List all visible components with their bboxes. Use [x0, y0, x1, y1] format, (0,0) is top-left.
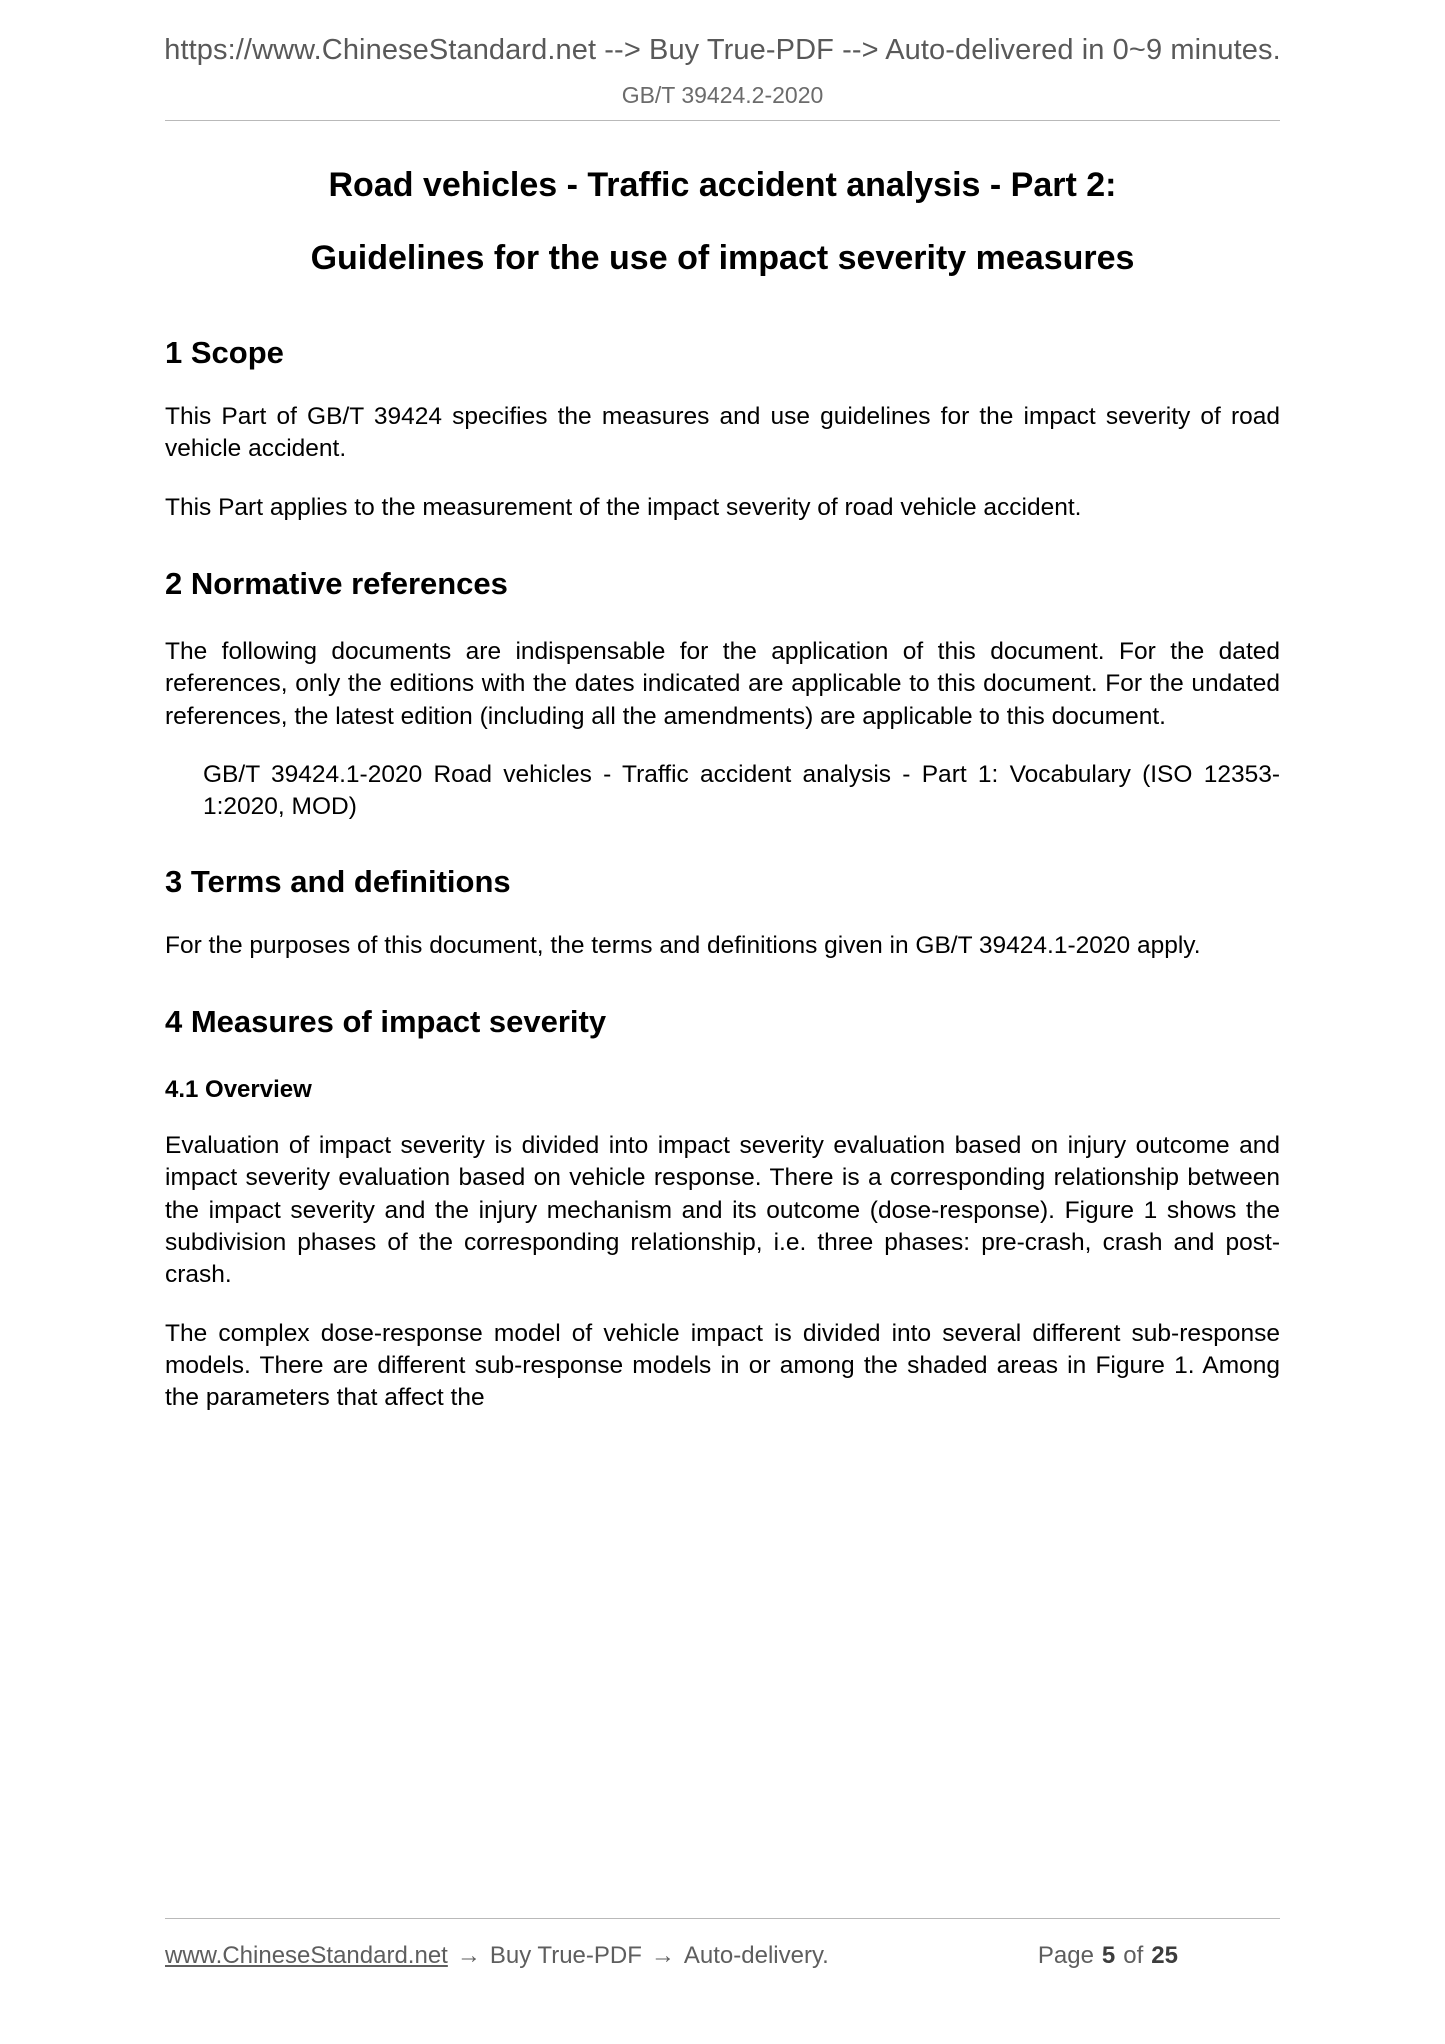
arrow-right-icon: →	[456, 1942, 481, 1969]
normative-reference-entry: GB/T 39424.1-2020 Road vehicles - Traffic accident analysis - Part 1: Vocabulary (ISO 12353-1:2020, MOD)	[203, 760, 1280, 821]
document-title-line-2: Guidelines for the use of impact severity measures	[310, 239, 1135, 277]
scope-paragraph-2: This Part applies to the measurement of the impact severity of road vehicle accident.	[165, 493, 1082, 521]
arrow-right-icon-2: →	[650, 1942, 675, 1969]
footer-website-link[interactable]: www.ChineseStandard.net	[165, 1942, 448, 1969]
heading-normative-references: 2 Normative references	[165, 565, 508, 601]
document-title-line-1: Road vehicles - Traffic accident analysis - Part 2:	[328, 166, 1117, 204]
footer-promo	[165, 1942, 829, 1970]
heading-measures-of-impact-severity: 4 Measures of impact severity	[165, 1003, 607, 1039]
total-page-count: 25	[1151, 1942, 1178, 1969]
scope-paragraph-1: This Part of GB/T 39424 specifies the measures and use guidelines for the impact severity of road vehicle accident.	[165, 403, 1280, 463]
normative-references-paragraph: The following documents are indispensable for the application of this document. For the dated references, only the editions with the dates indicated are applicable to this document. For the undated references, the latest edition (including all the amendments) are applicable to this document.	[165, 637, 1280, 730]
of-label: of	[1123, 1942, 1144, 1969]
heading-terms-and-definitions: 3 Terms and definitions	[165, 863, 511, 899]
heading-scope: 1 Scope	[165, 335, 284, 370]
overview-paragraph-1: Evaluation of impact severity is divided into impact severity evaluation based on injury outcome and impact severity evaluation based on vehicle response. There is a corresponding relationship between the impact severity and the injury mechanism and its outcome (dose-response). Figure 1 shows the subdivision phases of the corresponding relationship, i.e. three phases: pre-crash, crash and post-crash.	[165, 1131, 1280, 1289]
promo-header-text: https://www.ChineseStandard.net --> Buy True-PDF --> Auto-delivered in 0~9 minutes.	[164, 34, 1281, 66]
overview-paragraph-2: The complex dose-response model of vehicle impact is divided into several different sub-response models. There are different sub-response models in or among the shaded areas in Figure 1. Among the parameters that affect the	[165, 1319, 1280, 1412]
terms-paragraph: For the purposes of this document, the terms and definitions given in GB/T 39424.1-2020 apply.	[165, 931, 1201, 959]
document-content	[165, 150, 1280, 1415]
heading-overview: 4.1 Overview	[165, 1075, 312, 1103]
footer-delivery-label: Auto-delivery.	[683, 1942, 829, 1969]
document-title	[165, 168, 1280, 275]
footer-divider	[165, 1918, 1280, 1919]
current-page-number: 5	[1101, 1942, 1116, 1969]
footer-buy-label: Buy True-PDF	[489, 1942, 642, 1969]
page-footer	[165, 1942, 1280, 1970]
page-number-group	[1038, 1942, 1280, 1970]
running-head-standard-number: GB/T 39424.2-2020	[621, 82, 824, 108]
page-label: Page	[1037, 1942, 1094, 1969]
header-divider	[165, 120, 1280, 121]
